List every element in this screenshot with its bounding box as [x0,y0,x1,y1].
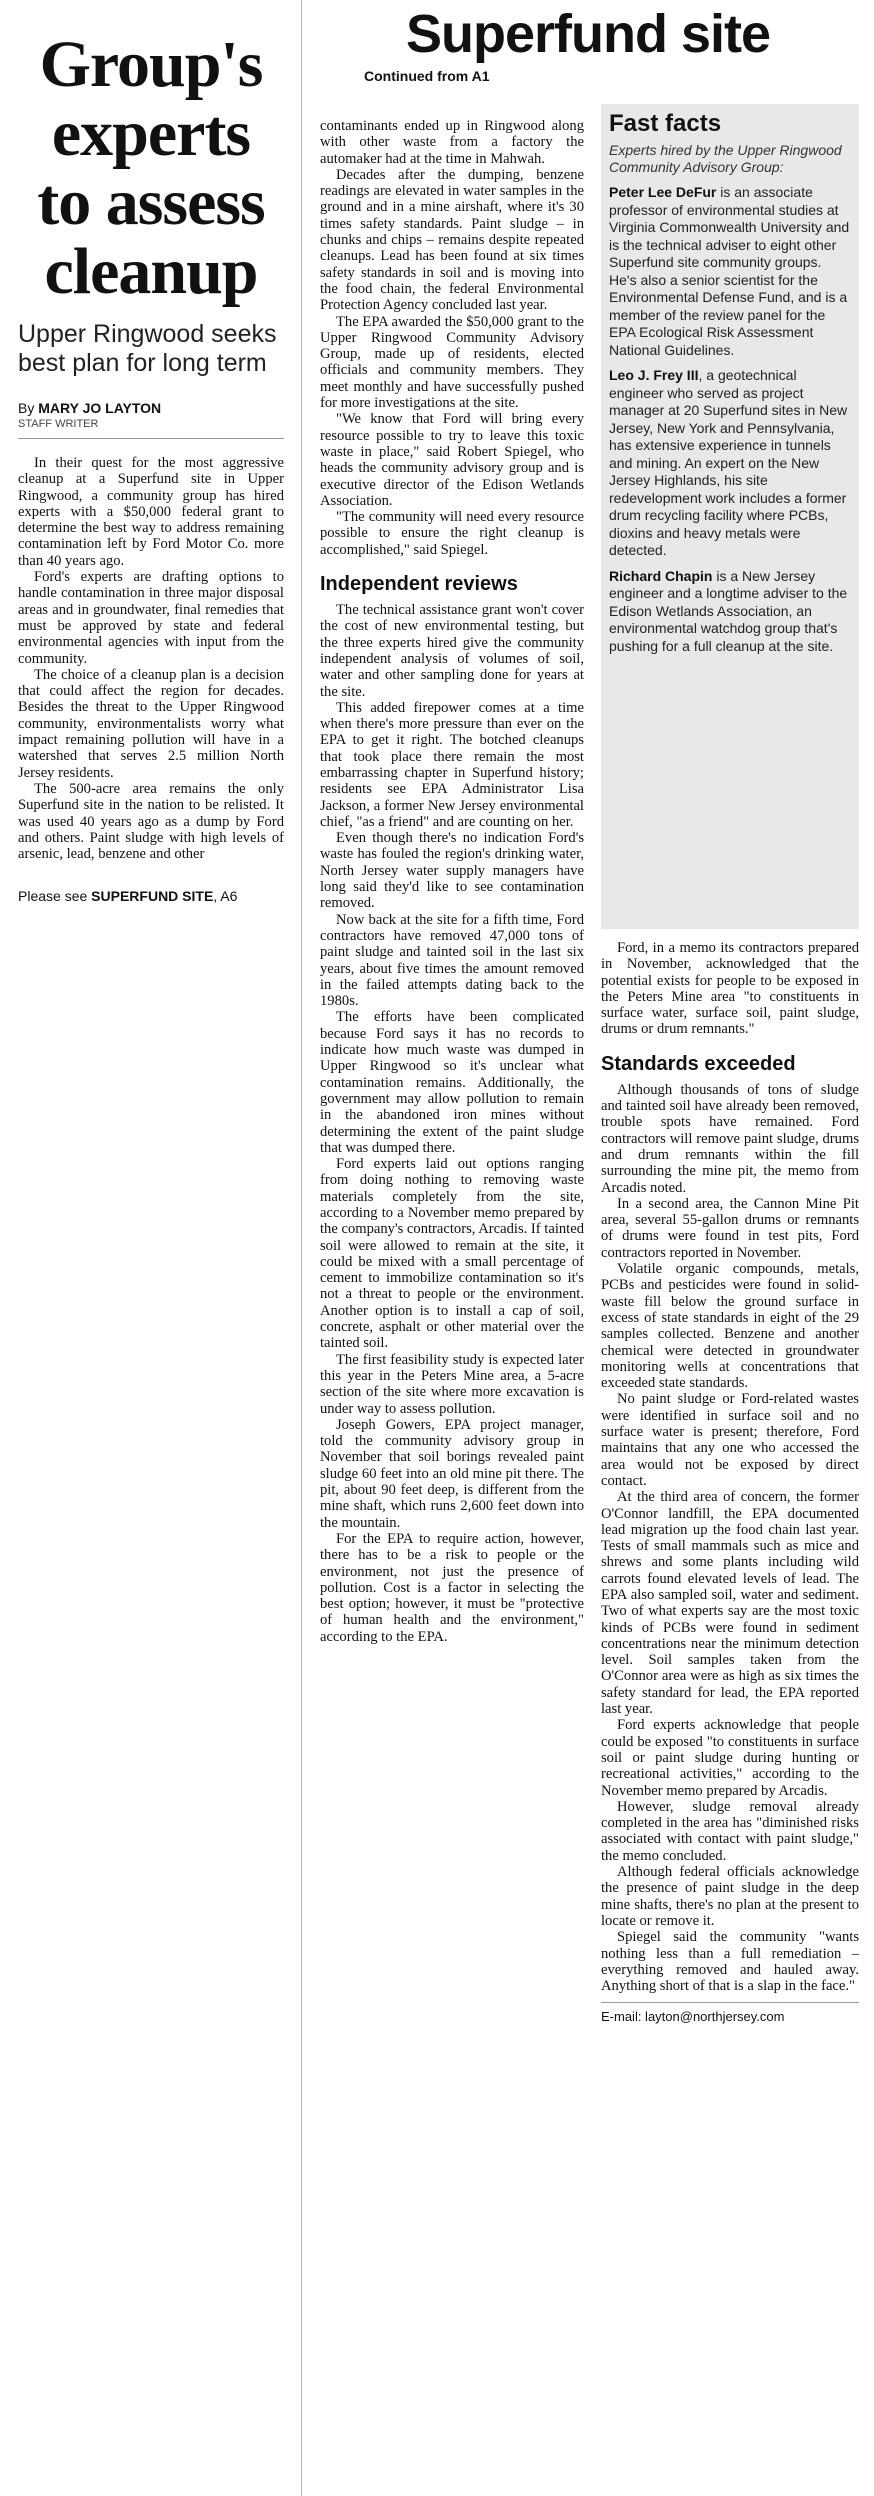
article-paragraph: For the EPA to require action, however, there has to be a risk to people or the environment, not just the presence of pollution. Cost is a factor in selecting the best option; however, it must be "protective of human health and the environment," according to the EPA. [320,1530,584,1645]
continuation-column [320,118,584,1645]
byline-role: STAFF WRITER [18,418,284,439]
byline-prefix: By [18,400,39,416]
jump-line [18,888,284,904]
article-paragraph: In their quest for the most aggressive cleanup at a Superfund site in Upper Ringwood, a community group has hired experts with a $50,000 federal grant to determine the best way to address remaining contamination left by Ford Motor Co. more than 40 years ago. [18,455,284,569]
article-paragraph: Volatile organic compounds, metals, PCBs and pesticides were found in solid-waste fill below the ground surface in excess of state standards in eight of the 29 samples collected. Benzene and another chemical were detected in groundwater monitoring wells at concentrations that exceeded state standards. [601,1261,859,1392]
column-divider [301,0,302,2496]
article-paragraph: The technical assistance grant won't cover the cost of new environmental testing, but the three experts hired give the community independent analysis of volumes of soil, water and other sampling done for years at the site. [320,602,584,700]
headline: Group's experts to assess cleanup [37,28,265,308]
byline-author: MARY JO LAYTON [38,400,162,416]
section-heading: Standards exceeded [601,1052,796,1075]
jump-prefix: Please see [18,888,92,905]
article-paragraph: Ford, in a memo its contractors prepared in November, acknowledged that the potential exists for people to be exposed in the Peters Mine area "to constituents in surface water, surface soil, paint sludge, drums or drum remnants." [601,940,859,1038]
article-paragraph: The first feasibility study is expected later this year in the Peters Mine area, a 5-acre section of the site where more excavation is under way to assess pollution. [320,1351,584,1417]
article-paragraph: Now back at the site for a fifth time, Ford contractors have removed 47,000 tons of paint sludge and tainted soil in the last six years, about five times the amount removed in the failed attempts dating back to the 1980s. [320,911,584,1010]
author-email[interactable]: E-mail: layton@northjersey.com [601,2002,859,2024]
fast-facts-intro: Experts hired by the Upper Ringwood Community Advisory Group: [609,142,842,175]
article-paragraph: Spiegel said the community "wants nothing less than a full remediation – everything removed and hauled away. Anything short of that is a slap in the face." [601,1929,859,1995]
article-paragraph: The 500-acre area remains the only Superfund site in the nation to be relisted. It was used 40 years ago as a dump by Ford and others. Paint sludge with high levels of arsenic, lead, benzene and other [18,780,284,863]
article-paragraph: In a second area, the Cannon Mine Pit area, several 55-gallon drums or remnants of drums were found in test pits, Ford contractors reported in November. [601,1195,859,1261]
article-body [18,455,284,862]
jump-title: Superfund site [405,4,771,64]
article-paragraph: No paint sludge or Ford-related wastes were identified in surface soil and no surface water is present; therefore, Ford maintains that any one who accessed the area would not be exposed by direct contact. [601,1391,859,1489]
expert-name: Richard Chapin [609,567,713,584]
article-paragraph: Ford's experts are drafting options to handle contamination in three major disposal areas and in groundwater, final remedies that must be approved by state and federal environmental agencies with input from the community. [18,569,284,667]
section-heading: Independent reviews [320,573,518,596]
article-paragraph: At the third area of concern, the former O'Connor landfill, the EPA documented lead migration up the food chain last year. Tests of small mammals such as mice and shrews and some plants including wild carrots found elevated levels of lead. The EPA also sampled soil, water and sediment. Two of what experts say are the most toxic kinds of PCBs were found in sediment concentrations near the minimum detection level. Soil samples taken from the O'Connor area were as high as six times the safety standard for lead, the EPA reported last year. [601,1489,859,1718]
expert-bio: is an associate professor of environmental studies at Virginia Commonwealth University and is the technical adviser to eight other Superfund site community groups. He's also a senior scientist for the Environmental Defense Fund, and is a member of the review panel for the EPA Ecological Risk Assessment National Guidelines. [609,184,850,358]
subheadline: Upper Ringwood seeks best plan for long term [18,320,277,377]
article-paragraph: "The community will need every resource possible to ensure the right cleanup is accomplished," said Spiegel. [320,509,584,558]
article-paragraph: Decades after the dumping, benzene readings are elevated in water samples in the ground and in a mine airshaft, where it's 30 times safety standards. Paint sludge – in chunks and chips – remains despite repeated cleanups. Lead has been found at six times safety standards in soil and is moving into the food chain, the federal Environmental Protection Agency concluded last year. [320,166,584,314]
article-paragraph: Although thousands of tons of sludge and tainted soil have already been removed, trouble spots have remained. Ford contractors will remove paint sludge, drums and drum remnants within the fill surrounding the mine pit, the memo from Arcadis noted. [601,1081,859,1196]
jump-target: SUPERFUND SITE [91,888,214,905]
article-paragraph: The efforts have been complicated because Ford says it has no records to indicate how much waste was dumped in Upper Ringwood so it's unclear what contamination remains. Additionally, the government may allow pollution to remain in the abandoned iron mines without determining the extent of the paint sludge that was dumped there. [320,1009,584,1156]
front-story [18,30,284,904]
expert-name: Leo J. Frey III [609,367,699,383]
expert-bio: is a New Jersey engineer and a longtime adviser to the Edison Wetlands Association, an environmental watchdog group that's pushing for a full cleanup at the site. [609,567,848,654]
fast-facts-box [601,104,859,929]
article-paragraph: contaminants ended up in Ringwood along with other waste from a factory the automaker had at the time in Mahwah. [320,118,584,167]
article-paragraph: The EPA awarded the $50,000 grant to the Upper Ringwood Community Advisory Group, made up of residents, elected officials and community members. They meet monthly and have successfully pushed for more investigations at the site. [320,313,584,412]
article-paragraph: Although federal officials acknowledge the presence of paint sludge in the deep mine shafts, there's no plan at the present to locate or remove it. [601,1864,859,1929]
fast-facts-title: Fast facts [609,110,722,137]
expert-name: Peter Lee DeFur [609,184,717,200]
fact-item [609,568,851,656]
right-column [601,940,859,2024]
article-paragraph: Ford experts laid out options ranging from doing nothing to removing waste materials completely from the site, according to a November memo prepared by the company's contractors, Arcadis. If tainted soil were allowed to remain at the site, it could be mixed with a small percentage of cement to immobilize contamination so it's not a threat to people or the environment. Another option is to install a cap of soil, concrete, asphalt or other material over the tainted soil. [320,1156,585,1352]
fact-item [609,367,851,560]
byline [18,400,284,416]
article-paragraph: Joseph Gowers, EPA project manager, told the community advisory group in November that soil borings revealed paint sludge 60 feet into an old mine pit there. The pit, about 90 feet deep, is different from the mine shaft, which runs 2,600 feet down into the mountain. [320,1416,584,1531]
article-paragraph: Even though there's no indication Ford's waste has fouled the region's drinking water, North Jersey water supply managers have long said they'd like to see contamination removed. [320,830,584,912]
article-paragraph: The choice of a cleanup plan is a decision that could affect the region for decades. Besides the threat to the Upper Ringwood community, environmentalists worry what impact remaining pollution will have in a watershed that serves 2.5 million North Jersey residents. [18,666,284,781]
jump-header [318,0,858,84]
jump-page: , A6 [213,888,238,905]
fact-item [609,184,851,359]
continued-label: Continued from A1 [364,68,490,84]
article-paragraph: However, sludge removal already completed in the area has "diminished risks associated with contact with paint sludge," the memo concluded. [601,1798,859,1864]
expert-bio: , a geotechnical engineer who served as project manager at 20 Superfund sites in New Jersey, New York and Pennsylvania, has extensive experience in tunnels and mining. An expert on the New Jersey Highlands, his site redevelopment work includes a former drum recycling facility where PCBs, dioxins and heavy metals were detected. [609,367,848,558]
article-paragraph: Ford experts acknowledge that people could be exposed "to constituents in surface soil or paint sludge during hunting or recreational activities," according to the November memo prepared by Arcadis. [601,1717,859,1799]
article-paragraph: "We know that Ford will bring every resource possible to try to leave this toxic waste in place," said Robert Spiegel, who heads the community advisory group and is executive director of the Edison Wetlands Association. [320,411,584,509]
article-paragraph: This added firepower comes at a time when there's more pressure than ever on the EPA to get it right. The botched cleanups that took place there remain the most embarrassing chapter in Superfund history; residents see EPA Administrator Lisa Jackson, a former New Jersey environmental chief, "as a friend" and are counting on her. [320,699,584,830]
